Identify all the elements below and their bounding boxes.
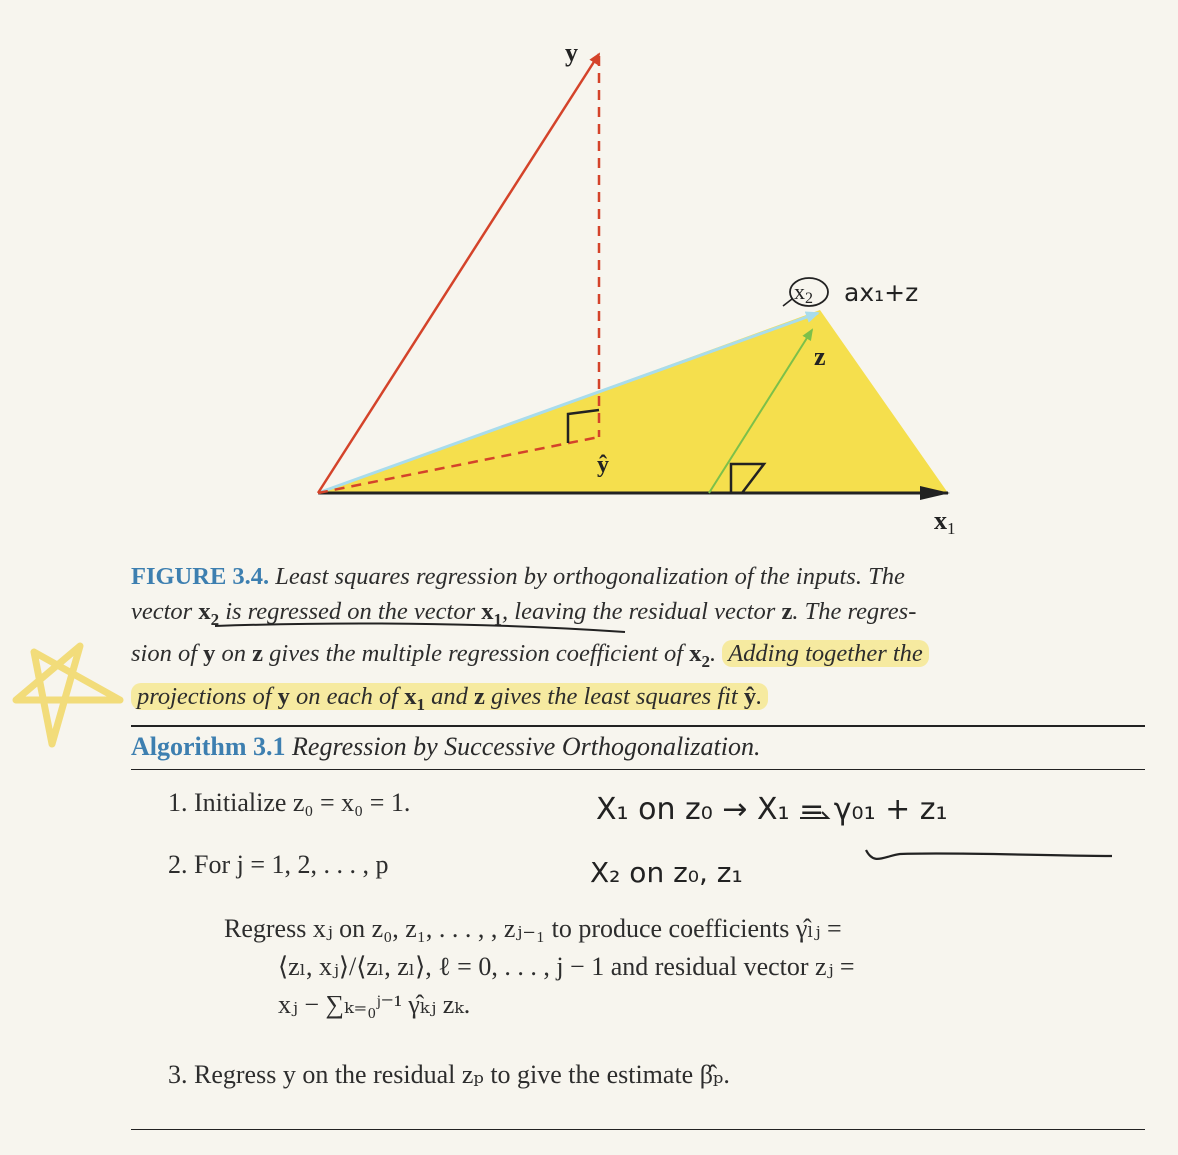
algorithm-step-1: 1. Initialize z₀ = x₀ = 1. [168, 788, 411, 817]
algorithm-label: Algorithm 3.1 [131, 732, 286, 761]
caption-line-2: vector $x_2$ is regressed on the vector $x_1$, leaving the residual vector z. The regres- [131, 597, 917, 629]
algorithm-step-2: 2. For j = 1, 2, . . . , p [168, 850, 389, 879]
star-doodle [16, 646, 120, 744]
caption-line-3: sion of y on z gives the multiple regression coefficient of $x_2$. Adding together the [131, 637, 1147, 680]
algorithm-top-rule [131, 725, 1145, 727]
algorithm-title [131, 732, 760, 762]
algorithm-header-rule [131, 769, 1145, 770]
highlighted-text: projections of y on each of $x_1$ and z gives the least squares fit ŷ. [131, 683, 768, 710]
handwritten-note-1: X₁ on z₀ → X₁ = γ₀₁ + z₁ [596, 792, 948, 827]
highlighted-text: Adding together the [722, 640, 929, 667]
regress-line-1: Regress xⱼ on z₀, z₁, . . . , , zⱼ₋₁ to produce coefficients γ̂ₗⱼ = [224, 914, 842, 943]
regress-line-2: ⟨zₗ, xⱼ⟩/⟨zₗ, zₗ⟩, ℓ = 0, . . . , j − 1 and residual vector zⱼ = [278, 952, 855, 981]
handwritten-note-x2: ax₁+z [844, 278, 919, 307]
figure-label: FIGURE 3.4. [131, 563, 270, 590]
regress-line-3: xⱼ − ∑ₖ₌₀ʲ⁻¹ γ̂ₖⱼ zₖ. [278, 990, 471, 1019]
algorithm-step-2-body [224, 910, 1144, 1024]
caption-line-4 [131, 680, 1147, 723]
algorithm-step-3: 3. Regress y on the residual zₚ to give the estimate β̂ₚ. [168, 1060, 730, 1089]
regression-plane [318, 310, 948, 493]
label-z: z [814, 342, 826, 371]
caption-line-1: FIGURE 3.4. Least squares regression by orthogonalization of the inputs. The [131, 563, 905, 590]
handwritten-note-2: X₂ on z₀, z₁ [590, 856, 743, 889]
label-x1: x1 [934, 506, 956, 538]
algorithm-bottom-rule [131, 1129, 1145, 1130]
label-x2: x2 [794, 279, 813, 307]
algorithm-name: Regression by Successive Orthogonalization. [292, 732, 761, 761]
label-y-hat: ŷ [597, 452, 609, 478]
x2-circle-tail [783, 299, 792, 306]
figure-caption [131, 560, 1147, 722]
label-y: y [565, 38, 578, 67]
handwritten-underline [866, 850, 1112, 859]
